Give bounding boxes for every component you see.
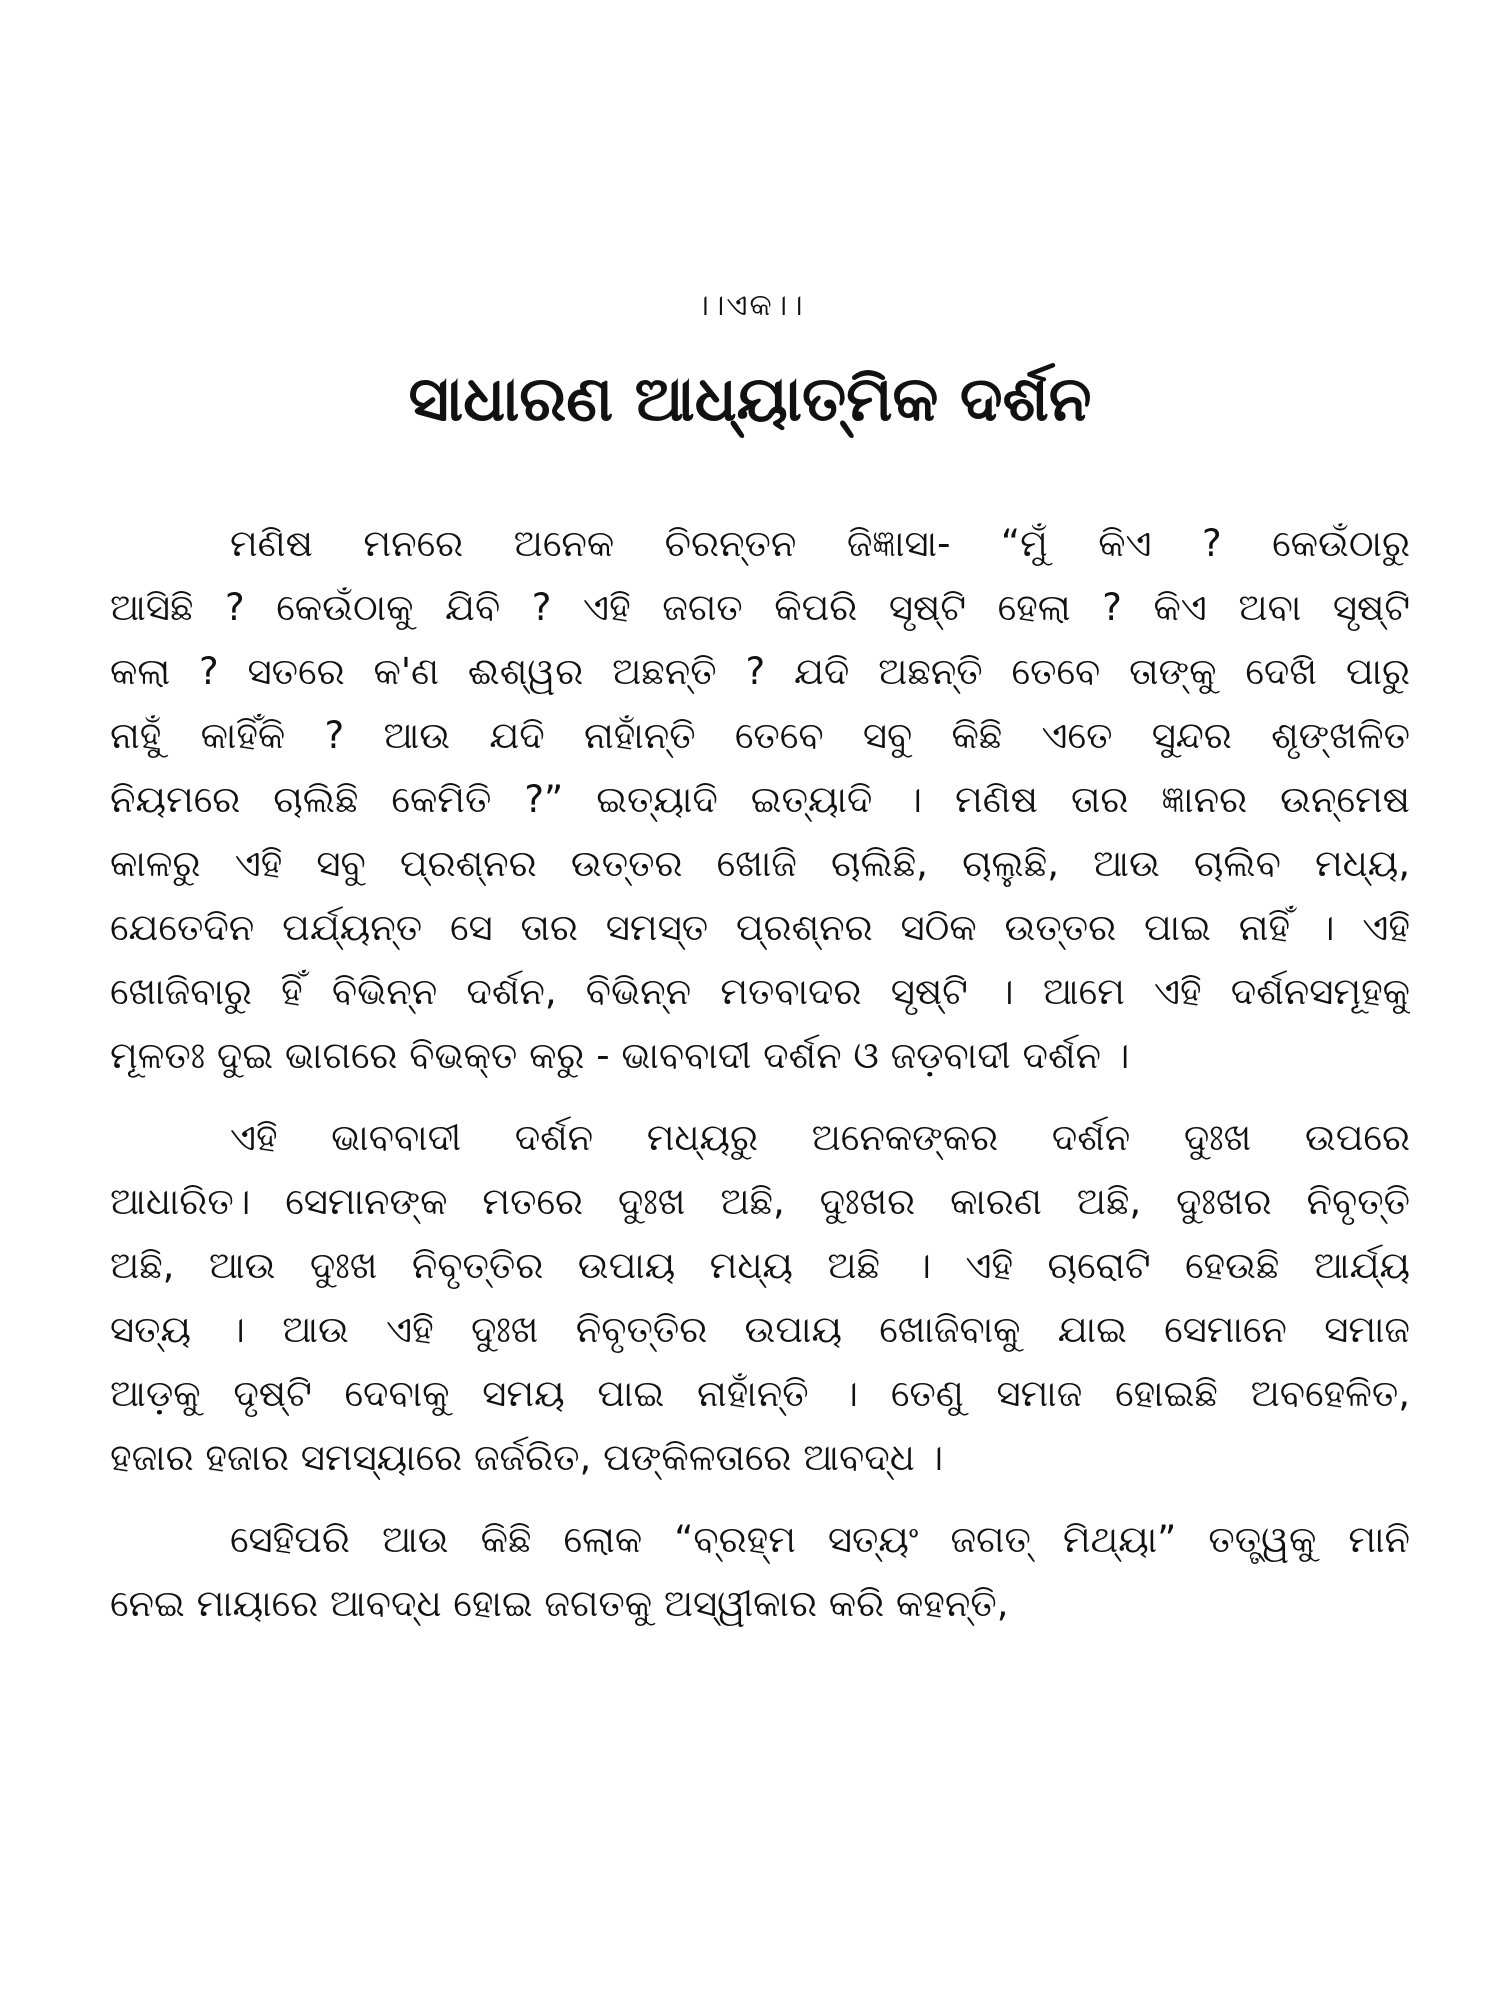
text-line: ଖୋଜିବାରୁ ହିଁ ବିଭିନ୍ନ ଦର୍ଶନ, ବିଭିନ୍ନ ମତବାଦର ସୃଷ୍ଟି । ଆମେ ଏହି ଦର୍ଶନସମୂହକୁ — [110, 970, 1410, 1013]
paragraph-2 — [110, 1106, 1410, 1490]
text-line: ଆସିଛି ? କେଉଁଠାକୁ ଯିବି ? ଏହି ଜଗତ କିପରି ସୃଷ୍ଟି ହେଲା ? କିଏ ଅବା ସୃଷ୍ଟି — [110, 586, 1410, 629]
text-line: ନେଇ ମାୟାରେ ଆବଦ୍ଧ ହୋଇ ଜଗତକୁ ଅସ୍ୱୀକାର କରି କହନ୍ତି, — [110, 1582, 1009, 1625]
text-line: ସତ୍ୟ । ଆଉ ଏହି ଦୁଃଖ ନିବୃତ୍ତିର ଉପାୟ ଖୋଜିବାକୁ ଯାଇ ସେମାନେ ସମାଜ — [110, 1308, 1410, 1351]
body-text — [110, 512, 1410, 1654]
text-line: ମଣିଷ ମନରେ ଅନେକ ଚିରନ୍ତନ ଜିଜ୍ଞାସା- “ମୁଁ କିଏ ? କେଉଁଠାରୁ — [230, 522, 1410, 565]
text-line: କଲା ? ସତରେ କ'ଣ ଈଶ୍ୱର ଅଛନ୍ତି ? ଯଦି ଅଛନ୍ତି ତେବେ ତାଙ୍କୁ ଦେଖି ପାରୁ — [110, 650, 1410, 693]
text-line: ଆଡ଼କୁ ଦୃଷ୍ଟି ଦେବାକୁ ସମୟ ପାଇ ନାହାଁନ୍ତି । ତେଣୁ ସମାଜ ହୋଇଛି ଅବହେଳିତ, — [110, 1372, 1410, 1415]
paragraph-1 — [110, 512, 1410, 1088]
text-line: ହଜାର ହଜାର ସମସ୍ୟାରେ ଜର୍ଜରିତ, ପଙ୍କିଳତାରେ ଆବଦ୍ଧ । — [110, 1436, 944, 1479]
text-line: ନିୟମରେ ଚାଲିଛି କେମିତି ?” ଇତ୍ୟାଦି ଇତ୍ୟାଦି । ମଣିଷ ତାର ଜ୍ଞାନର ଉନ୍ମେଷ — [110, 778, 1410, 821]
text-line: କାଳରୁ ଏହି ସବୁ ପ୍ରଶ୍ନର ଉତ୍ତର ଖୋଜି ଚାଲିଛି, ଚାଲୁଛି, ଆଉ ଚାଲିବ ମଧ୍ୟ, — [110, 842, 1410, 885]
chapter-title: ସାଧାରଣ ଆଧ୍ୟାତ୍ମିକ ଦର୍ଶନ — [408, 362, 1092, 435]
text-line: ନାହୁଁ କାହିଁକି ? ଆଉ ଯଦି ନାହାଁନ୍ତି ତେବେ ସବୁ କିଛି ଏତେ ସୁନ୍ଦର ଶୃଙ୍ଖଳିତ — [110, 714, 1410, 757]
chapter-number: ।।ଏକ।। — [695, 288, 805, 323]
text-line: ମୂଳତଃ ଦୁଇ ଭାଗରେ ବିଭକ୍ତ କରୁ - ଭାବବାଦୀ ଦର୍ଶନ ଓ ଜଡ଼ବାଦୀ ଦର୍ଶନ । — [110, 1034, 1130, 1077]
text-line: ଅଛି, ଆଉ ଦୁଃଖ ନିବୃତ୍ତିର ଉପାୟ ମଧ୍ୟ ଅଛି । ଏହି ଚାରୋଟି ହେଉଛି ଆର୍ଯ୍ୟ — [110, 1244, 1410, 1287]
text-line: ଏହି ଭାବବାଦୀ ଦର୍ଶନ ମଧ୍ୟରୁ ଅନେକଙ୍କର ଦର୍ଶନ ଦୁଃଖ ଉପରେ — [230, 1116, 1410, 1159]
text-line: ଯେତେଦିନ ପର୍ଯ୍ୟନ୍ତ ସେ ତାର ସମସ୍ତ ପ୍ରଶ୍ନର ସଠିକ ଉତ୍ତର ପାଇ ନାହିଁ । ଏହି — [110, 906, 1410, 949]
text-line: ସେହିପରି ଆଉ କିଛି ଲୋକ “ବ୍ରହ୍ମ ସତ୍ୟଂ ଜଗତ୍ ମିଥ୍ୟା” ତତ୍ତ୍ୱକୁ ମାନି — [230, 1518, 1410, 1561]
text-line: ଆଧାରିତ। ସେମାନଙ୍କ ମତରେ ଦୁଃଖ ଅଛି, ଦୁଃଖର କାରଣ ଅଛି, ଦୁଃଖର ନିବୃତ୍ତି — [110, 1180, 1410, 1223]
paragraph-3 — [110, 1508, 1410, 1636]
